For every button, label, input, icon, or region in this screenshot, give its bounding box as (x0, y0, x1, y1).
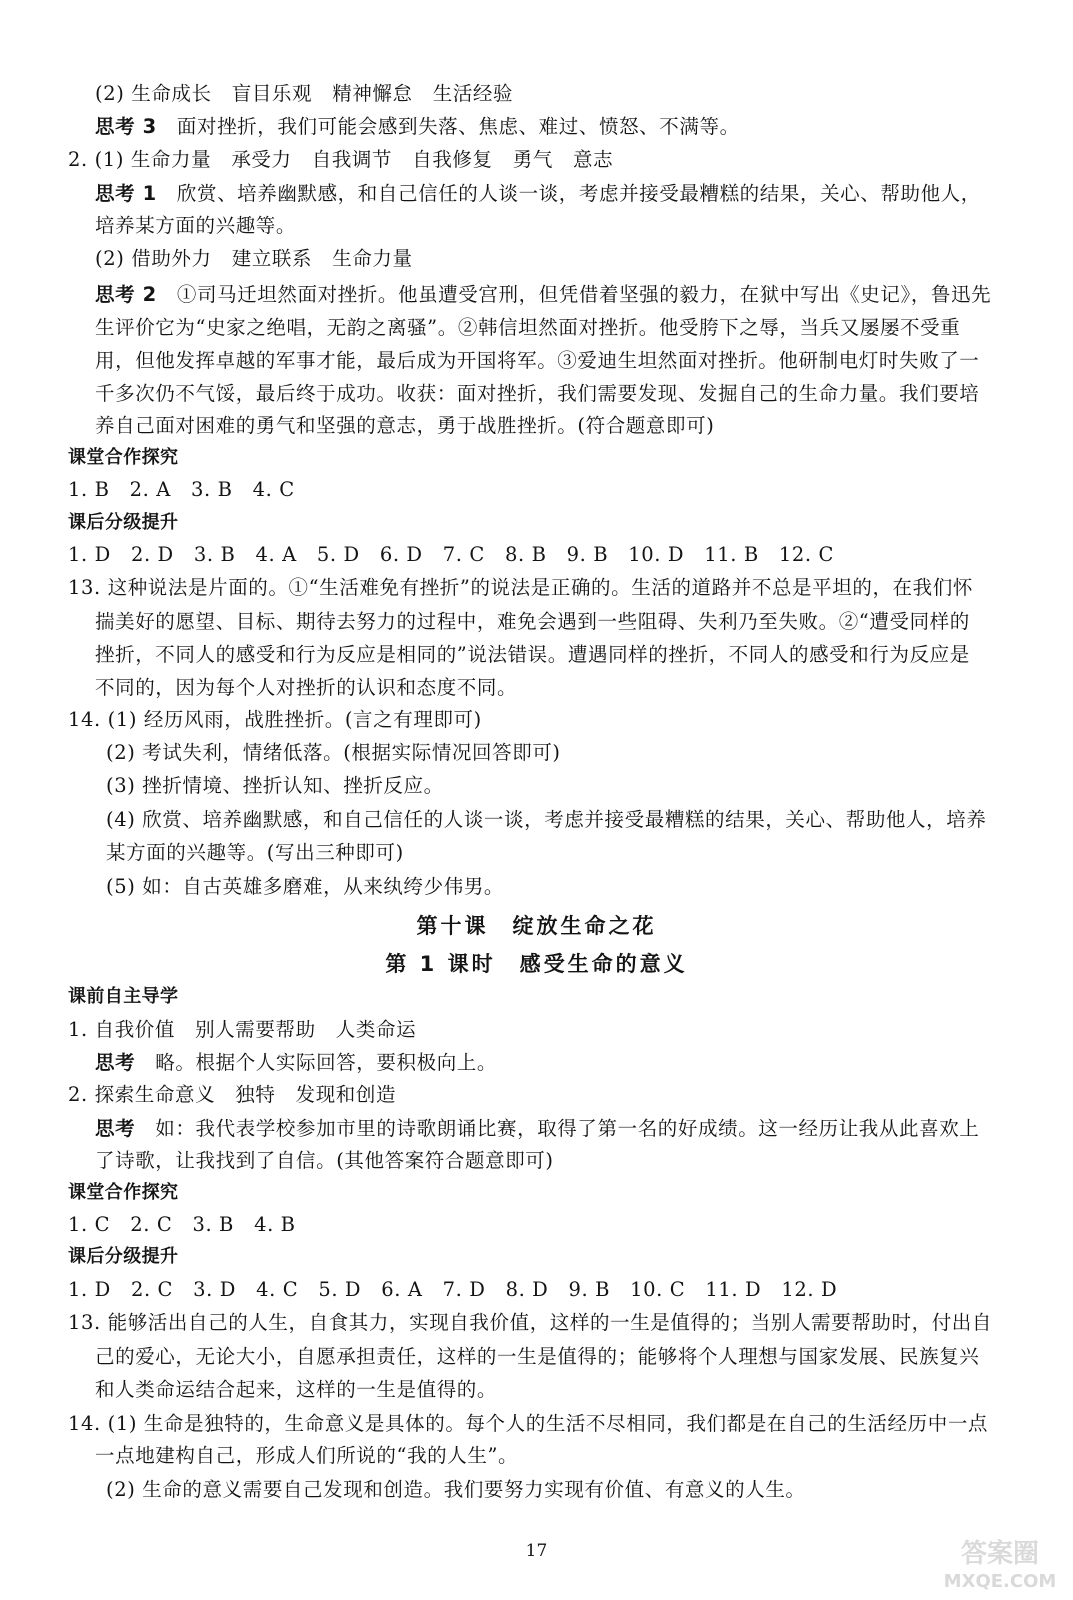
think-label: 思考 (95, 1117, 136, 1140)
answer-line: 己的爱心，无论大小，自愿承担责任，这样的一生是值得的；能够将个人理想与国家发展、民族复兴 (95, 1345, 980, 1368)
answer-line: 2. 探索生命意义 独特 发现和创造 (68, 1083, 397, 1106)
answer-line: 思考 如：我代表学校参加市里的诗歌朗诵比赛，取得了第一名的好成绩。这一经历让我从此喜欢上 (95, 1117, 980, 1140)
answer-line: 思考 略。根据个人实际回答，要积极向上。 (95, 1051, 498, 1074)
section-heading: 课后分级提升 (68, 1246, 179, 1267)
answer-line: 了诗歌，让我找到了自信。(其他答案符合题意即可) (95, 1149, 554, 1172)
answer-line: 14. (1) 生命是独特的，生命意义是具体的。每个人的生活不尽相同，我们都是在自己的生活经历中一点 (68, 1412, 989, 1435)
answer-line: 1. D 2. C 3. D 4. C 5. D 6. A 7. D 8. D 9. B 10. C 11. D 12. D (68, 1278, 838, 1301)
think-label: 思考 1 (95, 182, 157, 205)
answer-line: 思考 3 面对挫折，我们可能会感到失落、焦虑、难过、愤怒、不满等。 (95, 115, 740, 138)
answer-line: 思考 2 ①司马迁坦然面对挫折。他虽遭受宫刑，但凭借着坚强的毅力，在狱中写出《史记》，鲁迅先 (95, 283, 992, 306)
answer-line: 挫折，不同人的感受和行为反应是相同的”说法错误。遭遇同样的挫折，不同人的感受和行为反应是 (95, 643, 970, 666)
answer-line: (2) 考试失利，情绪低落。(根据实际情况回答即可) (106, 741, 561, 764)
section-heading: 课后分级提升 (68, 512, 179, 533)
watermark-logo (935, 1532, 1065, 1594)
answer-line: 千多次仍不气馁，最后终于成功。收获：面对挫折，我们需要发现、发掘自己的生命力量。我们要培 (95, 382, 980, 405)
think-label: 思考 2 (95, 283, 157, 306)
answer-line: 某方面的兴趣等。(写出三种即可) (106, 841, 404, 864)
answer-line: 一点地建构自己，形成人们所说的“我的人生”。 (95, 1444, 519, 1467)
answer-line: 13. 这种说法是片面的。①“生活难免有挫折”的说法是正确的。生活的道路并不总是平坦的，在我们怀 (68, 576, 973, 599)
lesson-subtitle: 第 1 课时 感受生命的意义 (385, 952, 688, 976)
answer-line: 培养某方面的兴趣等。 (95, 214, 297, 237)
answer-line: (2) 借助外力 建立联系 生命力量 (95, 247, 413, 270)
lesson-title: 第十课 绽放生命之花 (416, 914, 657, 938)
answer-line: 1. B 2. A 3. B 4. C (68, 478, 295, 501)
answer-line: 揣美好的愿望、目标、期待去努力的过程中，难免会遇到一些阻碍、失利乃至失败。②“遭受同样的 (95, 610, 970, 633)
answer-line: (2) 生命的意义需要自己发现和创造。我们要努力实现有价值、有意义的人生。 (106, 1478, 806, 1501)
think-label: 思考 (95, 1051, 136, 1074)
section-heading: 课堂合作探究 (68, 447, 179, 468)
answer-line: 养自己面对困难的勇气和坚强的意志，勇于战胜挫折。(符合题意即可) (95, 414, 715, 437)
watermark-url: MXQE.COM (943, 1571, 1057, 1592)
watermark-text: 答案圈 (960, 1539, 1040, 1569)
answer-line: 1. D 2. D 3. B 4. A 5. D 6. D 7. C 8. B 9. B 10. D 11. B 12. C (68, 543, 834, 566)
section-heading: 课前自主导学 (68, 986, 179, 1007)
think-label: 思考 3 (95, 115, 157, 138)
answer-line: 13. 能够活出自己的人生，自食其力，实现自我价值，这样的一生是值得的；当别人需要帮助时，付出自 (68, 1311, 993, 1334)
answer-line: (3) 挫折情境、挫折认知、挫折反应。 (106, 774, 444, 797)
answer-line: (5) 如：自古英雄多磨难，从来纨绔少伟男。 (106, 875, 505, 898)
section-heading: 课堂合作探究 (68, 1182, 179, 1203)
answer-line: 14. (1) 经历风雨，战胜挫折。(言之有理即可) (68, 708, 482, 731)
answer-line: 1. 自我价值 别人需要帮助 人类命运 (68, 1018, 417, 1041)
answer-line: 2. (1) 生命力量 承受力 自我调节 自我修复 勇气 意志 (68, 148, 614, 171)
answer-line: 和人类命运结合起来，这样的一生是值得的。 (95, 1378, 498, 1401)
answer-line: 1. C 2. C 3. B 4. B (68, 1213, 296, 1236)
answer-line: 思考 1 欣赏、培养幽默感，和自己信任的人谈一谈，考虑并接受最糟糕的结果，关心、帮助他人， (95, 182, 981, 205)
answer-line: 生评价它为“史家之绝唱，无韵之离骚”。②韩信坦然面对挫折。他受胯下之辱，当兵又屡屡不受重 (95, 316, 961, 339)
page-number: 17 (525, 1541, 548, 1561)
answer-line: 用，但他发挥卓越的军事才能，最后成为开国将军。③爱迪生坦然面对挫折。他研制电灯时失败了一 (95, 349, 980, 372)
answer-line: (4) 欣赏、培养幽默感，和自己信任的人谈一谈，考虑并接受最糟糕的结果，关心、帮助他人，培养 (106, 808, 987, 831)
answer-line: 不同的，因为每个人对挫折的认识和态度不同。 (95, 676, 518, 699)
answer-line: (2) 生命成长 盲目乐观 精神懈怠 生活经验 (95, 82, 514, 105)
